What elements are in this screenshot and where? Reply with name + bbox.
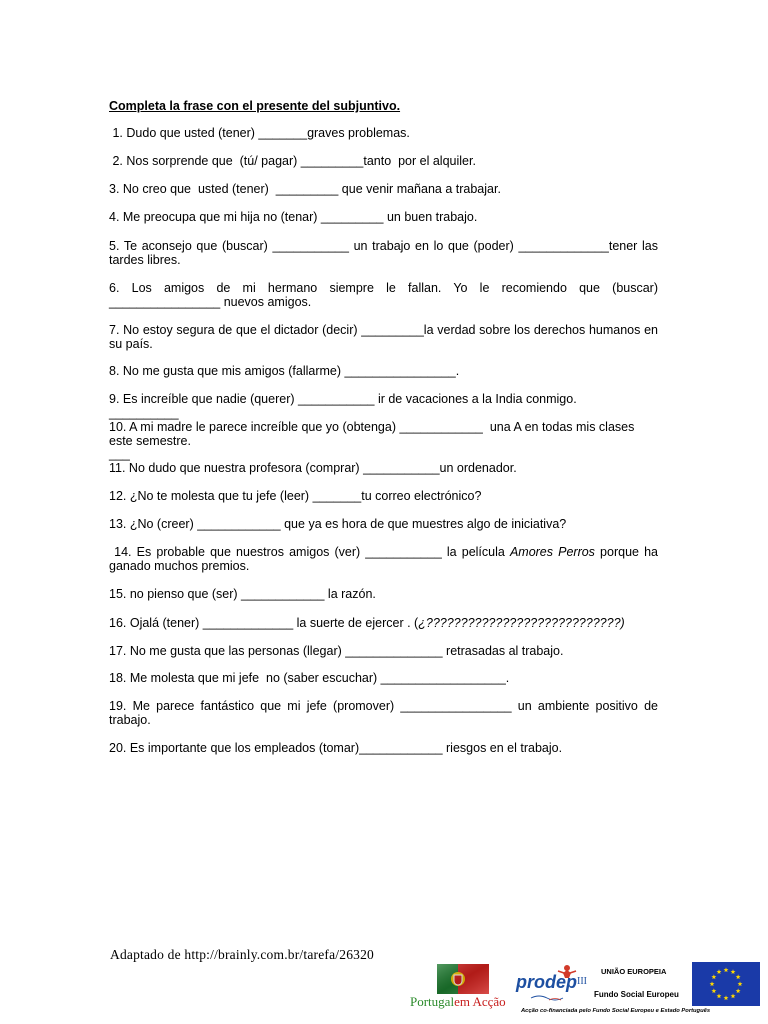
exercise-5: 5. Te aconsejo que (buscar) ___________ un trabajo en lo que (poder) _____________tener las tardes libres. xyxy=(109,239,662,267)
movie-title: Amores Perros xyxy=(509,545,595,559)
exercise-13: 13. ¿No (creer) ____________ que ya es hora de que muestres algo de iniciativa? xyxy=(109,517,567,531)
exercise-12: 12. ¿No te molesta que tu jefe (leer) _______tu correo electrónico? xyxy=(109,489,482,503)
prodep-logo xyxy=(513,962,591,1004)
exercise-14 xyxy=(109,545,662,573)
exercise-9: 9. Es increíble que nadie (querer) ___________ ir de vacaciones a la India conmigo. __________ xyxy=(109,392,577,420)
exercise-10: 10. A mi madre le parece increíble que yo (obtenga) ____________ una A en todas mis clases este semestre. ___ xyxy=(109,420,635,461)
portugal-em-accao-caption: Portugalem Acção xyxy=(410,994,506,1009)
exercise-14-tail: porque ha ganado muchos premios. xyxy=(109,545,662,573)
prodep-wordmark: prodep xyxy=(516,972,577,992)
exercise-19: 19. Me parece fantástico que mi jefe (promover) ________________ un ambiente positivo de trabajo. xyxy=(109,699,662,727)
exercise-17: 17. No me gusta que las personas (llegar) ______________ retrasadas al trabajo. xyxy=(109,644,564,658)
portugal-flag-icon xyxy=(437,964,489,994)
exercise-16-text: 16. Ojalá (tener) _____________ la suerte de ejercer . ( xyxy=(109,616,419,630)
exercise-18: 18. Me molesta que mi jefe no (saber escuchar) __________________. xyxy=(109,671,510,685)
exercise-8: 8. No me gusta que mis amigos (fallarme) ________________. xyxy=(109,364,460,378)
exercise-16 xyxy=(109,617,658,631)
cofinancing-note: Acção co-financiada pelo Fundo Social Europeu e Estado Português xyxy=(521,1008,711,1014)
source-credit: Adaptado de http://brainly.com.br/tarefa/26320 xyxy=(110,947,374,962)
exercise-11: 11. No dudo que nuestra profesora (comprar) ___________un ordenador. xyxy=(109,461,517,475)
prodep-numeral: III xyxy=(577,976,587,987)
exercise-14-text: 14. Es probable que nuestros amigos (ver) ___________ la película xyxy=(109,545,510,559)
worksheet-title: Completa la frase con el presente del subjuntivo. xyxy=(109,99,401,113)
exercise-4: 4. Me preocupa que mi hija no (tenar) _________ un buen trabajo. xyxy=(109,210,478,224)
exercise-2: 2. Nos sorprende que (tú/ pagar) _________tanto por el alquiler. xyxy=(109,154,476,168)
eu-flag-icon xyxy=(692,962,760,1006)
exercise-20: 20. Es importante que los empleados (tomar)____________ riesgos en el trabajo. xyxy=(109,741,563,755)
exercise-3: 3. No creo que usted (tener) _________ que venir mañana a trabajar. xyxy=(109,182,501,196)
exercise-1: 1. Dudo que usted (tener) _______graves problemas. xyxy=(109,126,410,140)
exercise-16-tail: ¿????????????????????????????) xyxy=(418,616,625,630)
eu-union-label: UNIÃO EUROPEIA xyxy=(601,967,667,976)
eu-fund-label: Fundo Social Europeu xyxy=(594,990,679,999)
exercise-15: 15. no pienso que (ser) ____________ la razón. xyxy=(109,587,376,601)
exercise-6: 6. Los amigos de mi hermano siempre le fallan. Yo le recomiendo que (buscar) ________________ nuevos amigos. xyxy=(109,281,662,309)
exercise-7: 7. No estoy segura de que el dictador (decir) _________la verdad sobre los derechos humanos en su país. xyxy=(109,323,662,351)
